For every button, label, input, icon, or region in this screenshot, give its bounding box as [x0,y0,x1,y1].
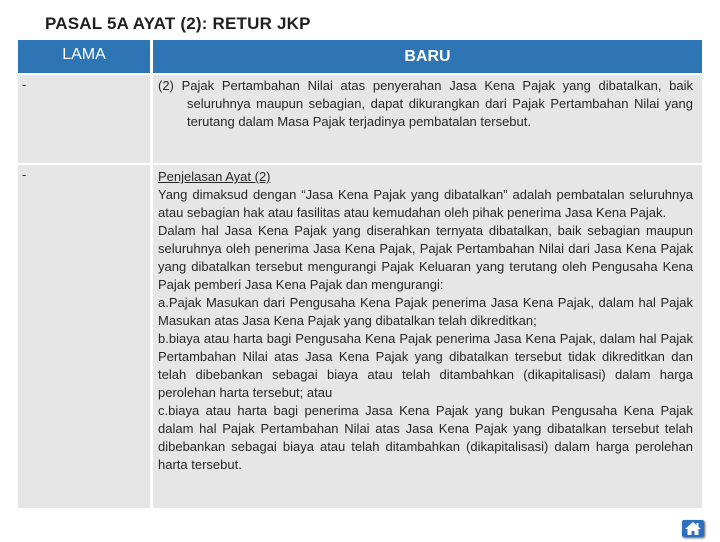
page-title: PASAL 5A AYAT (2): RETUR JKP [45,14,311,33]
header-lama: LAMA [18,40,150,73]
penjelasan-item-a: a.Pajak Masukan dari Pengusaha Kena Pajak penerima Jasa Kena Pajak, dalam hal Pajak Masukan atas Jasa Kena Pajak yang dibatalkan telah dikreditkan; [158,295,693,328]
baru-cell [153,75,702,163]
table-row [18,165,702,508]
table-header [18,40,702,73]
home-icon [682,520,704,537]
comparison-table [18,40,702,508]
penjelasan-paragraph: Yang dimaksud dengan “Jasa Kena Pajak yang dibatalkan” adalah pembatalan seluruhnya atau sebagian hak atau fasilitas atau kemudahan oleh pihak penerima Jasa Kena Pajak. [158,187,693,220]
table-row [18,75,702,163]
penjelasan-item-b: b.biaya atau harta bagi Pengusaha Kena Pajak penerima Jasa Kena Pajak, dalam hal Pajak Pertambahan Nilai atas Jasa Kena Pajak yang dibatalkan tersebut tidak dikreditkan dan telah dibebankan sebagai biaya atau telah ditambahkan (dikapitalisasi) dalam harga perolehan harta tersebut; atau [158,331,693,400]
penjelasan-paragraph: Dalam hal Jasa Kena Pajak yang diserahkan ternyata dibatalkan, baik sebagian maupun seluruhnya oleh penerima Jasa Kena Pajak, Pajak Pertambahan Nilai dari Jasa Kena Pajak yang dibatalkan tersebut mengurangi Pajak Keluaran yang terutang oleh Pengusaha Kena Pajak pemberi Jasa Kena Pajak dan mengurangi: [158,223,693,292]
baru-cell [153,165,702,508]
header-baru: BARU [153,40,702,73]
lama-cell: - [18,165,150,508]
lama-cell: - [18,75,150,163]
penjelasan-item-c: c.biaya atau harta bagi penerima Jasa Kena Pajak yang bukan Pengusaha Kena Pajak dalam hal Pajak Pertambahan Nilai atas Jasa Kena Pajak yang dibatalkan tersebut telah dibebankan sebagai biaya atau telah ditambahkan (dikapitalisasi) dalam harga perolehan harta tersebut. [158,403,693,472]
ayat-2-text: (2) Pajak Pertambahan Nilai atas penyerahan Jasa Kena Pajak yang dibatalkan, baik seluruhnya maupun sebagian, dapat dikurangkan dari Pajak Pertambahan Nilai yang terutang dalam Masa Pajak terjadinya pembatalan tersebut. [158,78,693,129]
penjelasan-heading: Penjelasan Ayat (2) [158,169,271,184]
home-button[interactable] [682,520,704,537]
